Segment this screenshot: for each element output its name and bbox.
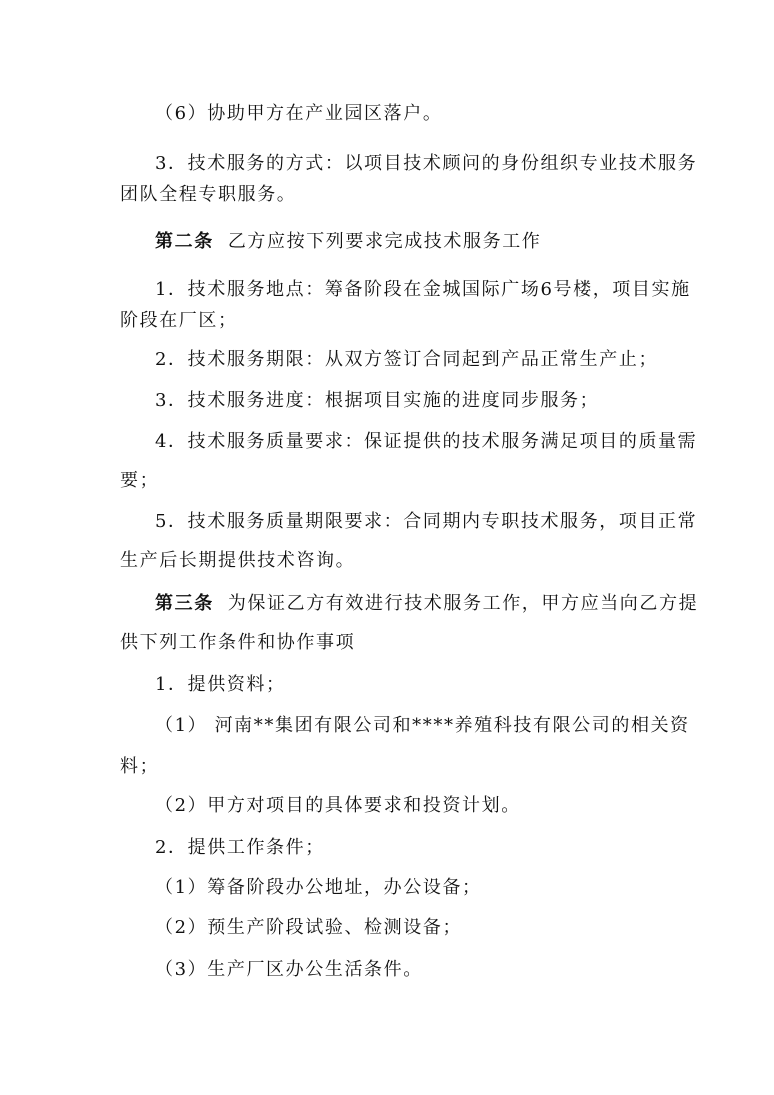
paragraph-line: 2．提供工作条件； (155, 837, 325, 858)
paragraph-line: 2．技术服务期限：从双方签订合同起到产品正常生产止； (155, 349, 659, 370)
paragraph-line: 料； (120, 756, 160, 777)
paragraph-line: 3．技术服务的方式：以项目技术顾问的身份组织专业技术服务 (155, 153, 698, 174)
article-number: 第三条 (155, 593, 214, 614)
article-heading-line (155, 592, 715, 616)
paragraph-line: 阶段在厂区； (120, 310, 238, 331)
paragraph-line: （3）生产厂区办公生活条件。 (155, 959, 423, 980)
paragraph-line: 5．技术服务质量期限要求：合同期内专职技术服务，项目正常 (155, 511, 698, 532)
paragraph-line: 4．技术服务质量要求：保证提供的技术服务满足项目的质量需 (155, 431, 698, 452)
paragraph-line: 团队全程专职服务。 (120, 184, 297, 205)
article-number: 第二条 (155, 231, 214, 252)
paragraph-line: 1．技术服务地点：筹备阶段在金城国际广场6号楼，项目实施 (155, 279, 691, 300)
paragraph-line: 生产后长期提供技术咨询。 (120, 550, 356, 571)
article-text: 为保证乙方有效进行技术服务工作，甲方应当向乙方提 (227, 593, 699, 614)
article-heading-line (155, 230, 715, 254)
paragraph-line: （2）甲方对项目的具体要求和投资计划。 (155, 795, 521, 816)
paragraph-line: 供下列工作条件和协作事项 (120, 632, 356, 653)
paragraph-line: （1）筹备阶段办公地址，办公设备； (155, 877, 482, 898)
paragraph-line: 3．技术服务进度：根据项目实施的进度同步服务； (155, 390, 600, 411)
article-text: 乙方应按下列要求完成技术服务工作 (227, 231, 542, 252)
paragraph-line: （6）协助甲方在产业园区落户。 (155, 103, 443, 124)
paragraph-line: （2）预生产阶段试验、检测设备； (155, 917, 463, 938)
paragraph-line: （1） 河南**集团有限公司和****养殖科技有限公司的相关资 (155, 715, 690, 736)
paragraph-line: 1．提供资料； (155, 674, 286, 695)
paragraph-line: 要； (120, 470, 160, 491)
